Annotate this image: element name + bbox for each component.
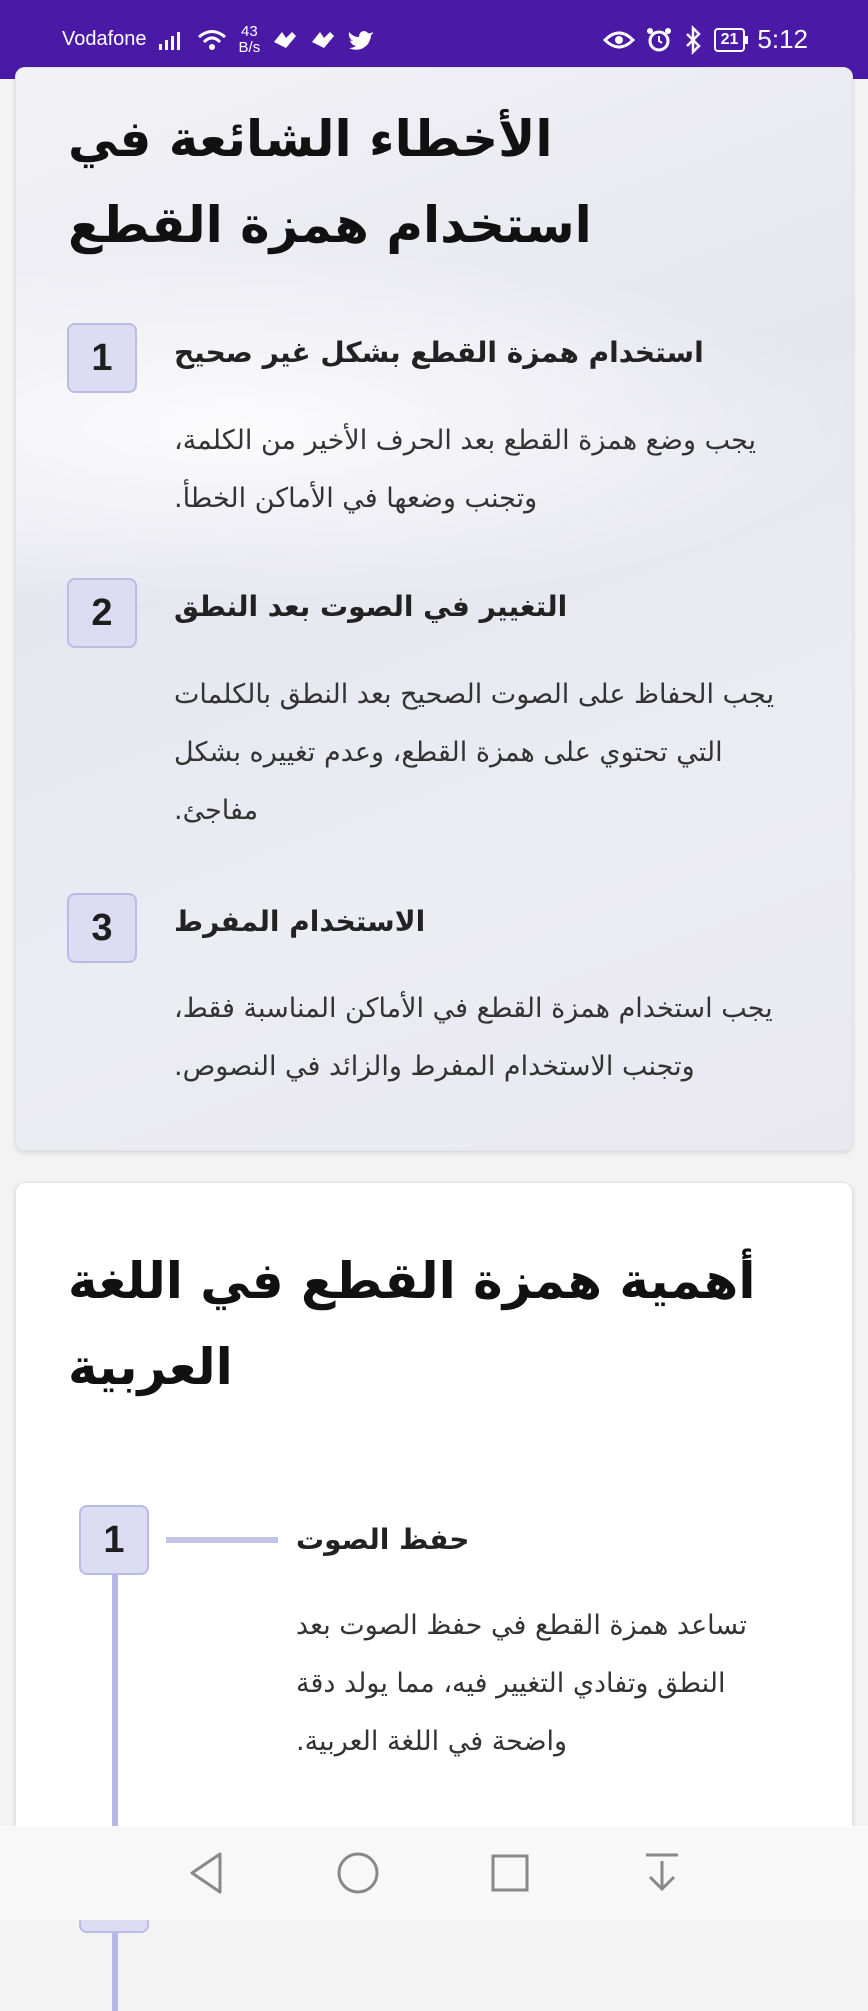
item-title: التغيير في الصوت بعد النطق (174, 590, 568, 623)
item-number-badge: 2 (67, 578, 137, 648)
back-button[interactable] (176, 1843, 236, 1903)
item-description: يجب الحفاظ على الصوت الصحيح بعد النطق بالكلمات التي تحتوي على همزة القطع، وعدم تغييره بشكل مفاجئ. (174, 679, 775, 826)
heart-pulse-icon (272, 30, 298, 50)
heart-pulse-icon-2 (310, 30, 336, 50)
item-title: الاستخدام المفرط (174, 905, 426, 938)
network-speed-unit: B/s (238, 38, 261, 56)
content-area[interactable] (0, 79, 868, 1826)
item-number-badge: 3 (67, 893, 137, 963)
navigation-bar (0, 1826, 868, 1920)
recents-button[interactable] (480, 1843, 540, 1903)
importance-card (15, 1182, 853, 1882)
timeline-connector (166, 1537, 278, 1543)
clock: 5:12 (757, 24, 808, 54)
wifi-icon (197, 29, 227, 51)
item-title: حفظ الصوت (296, 1523, 470, 1556)
bluetooth-icon (684, 27, 702, 53)
alarm-icon (646, 27, 672, 53)
battery-icon: 21 (714, 28, 746, 52)
eye-icon (604, 30, 634, 50)
carrier-name: Vodafone (62, 28, 147, 50)
item-title: استخدام همزة القطع بشكل غير صحيح (174, 336, 704, 369)
home-button[interactable] (328, 1843, 388, 1903)
timeline-line (112, 1511, 118, 2011)
item-description: تساعد همزة القطع في حفظ الصوت بعد النطق وتفادي التغيير فيه، مما يولد دقة واضحة في اللغة العربية. (296, 1610, 748, 1757)
signal-icon (159, 30, 185, 50)
recents-square-icon (490, 1853, 530, 1893)
card-title: الأخطاء الشائعة في استخدام همزة القطع (68, 110, 592, 254)
common-mistakes-card (15, 67, 853, 1151)
card-title: أهمية همزة القطع في اللغة العربية (68, 1252, 756, 1396)
item-description: يجب استخدام همزة القطع في الأماكن المناسبة فقط، وتجنب الاستخدام المفرط والزائد في النصوص. (174, 993, 773, 1082)
network-speed (239, 24, 261, 56)
notification-shade-button[interactable] (632, 1843, 692, 1903)
twitter-icon (348, 29, 374, 51)
item-number-badge: 1 (79, 1505, 149, 1575)
item-number-badge: 1 (67, 323, 137, 393)
home-circle-icon (336, 1851, 380, 1895)
back-triangle-icon (186, 1851, 226, 1895)
pull-down-icon (642, 1851, 682, 1895)
item-description: يجب وضع همزة القطع بعد الحرف الأخير من الكلمة، وتجنب وضعها في الأماكن الخطأ. (174, 425, 757, 514)
network-speed-value: 43 (241, 22, 258, 40)
